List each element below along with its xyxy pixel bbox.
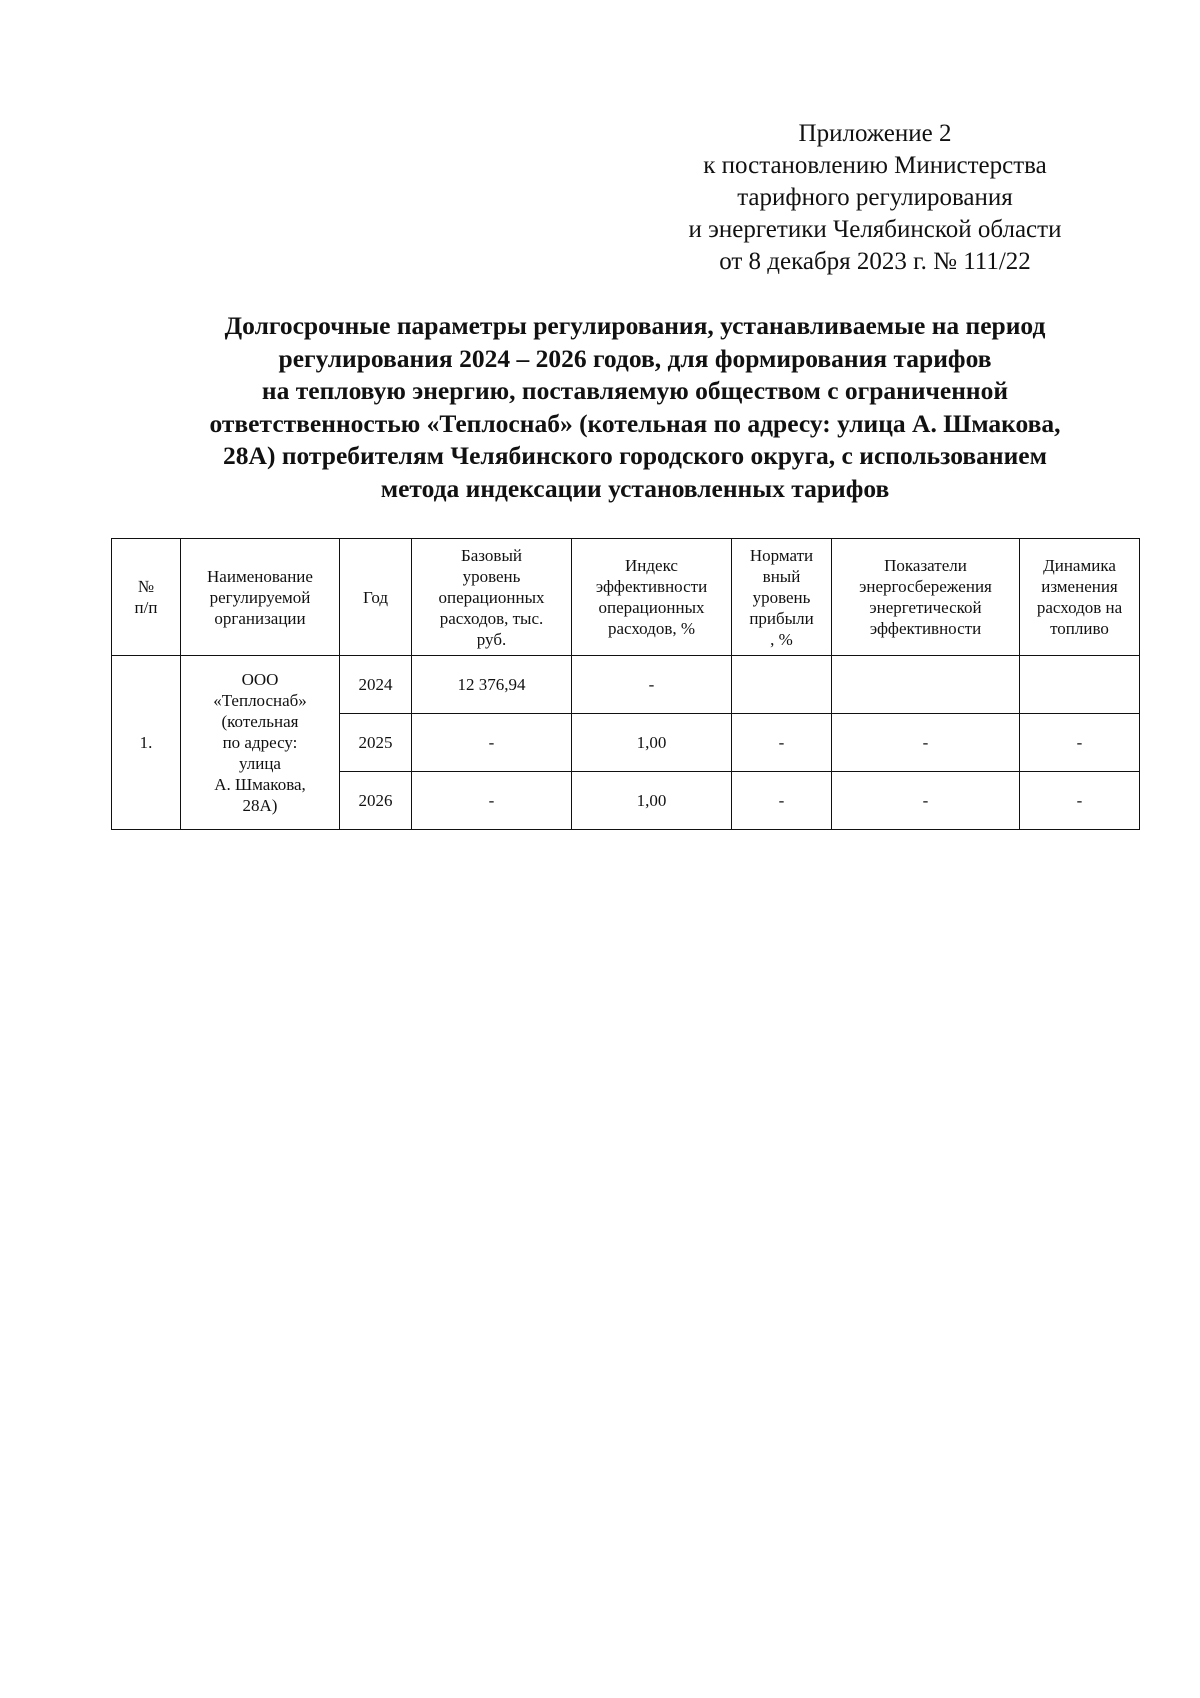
- header-text: топливо: [1050, 619, 1109, 638]
- header-text: уровень: [462, 566, 521, 586]
- fuel-dynamics-cell: [1020, 656, 1140, 714]
- org-text: ООО: [241, 670, 279, 689]
- header-base-opex: [412, 539, 572, 656]
- header-text: изменения: [1041, 577, 1118, 596]
- header-efficiency-index: [572, 539, 732, 656]
- fuel-dynamics-cell: -: [1020, 772, 1140, 830]
- annex-line: и энергетики Челябинской области: [688, 216, 1062, 243]
- efficiency-index-cell: 1,00: [572, 714, 732, 772]
- year-cell: 2026: [340, 772, 412, 830]
- org-text: «Теплоснаб»: [213, 691, 307, 710]
- energy-saving-cell: [832, 656, 1020, 714]
- header-text: руб.: [476, 629, 507, 649]
- annex-line: от 8 декабря 2023 г. № 111/22: [719, 248, 1031, 275]
- header-text: прибыли: [749, 608, 814, 628]
- efficiency-index-cell: 1,00: [572, 772, 732, 830]
- header-year: [340, 539, 412, 656]
- title-line: на тепловую энергию, поставляемую обществом с ограниченной: [261, 376, 1009, 405]
- header-text: уровень: [752, 587, 811, 607]
- org-text: А. Шмакова,: [214, 775, 306, 794]
- header-text: Базовый: [461, 545, 522, 565]
- header-fuel-dynamics: [1020, 539, 1140, 656]
- year-cell: 2024: [340, 656, 412, 714]
- header-text: , %: [770, 629, 793, 649]
- annex-reference: [640, 118, 1110, 278]
- title-line: метода индексации установленных тарифов: [380, 473, 890, 503]
- header-text: Индекс: [625, 556, 678, 575]
- energy-saving-cell: -: [832, 772, 1020, 830]
- header-text: регулируемой: [209, 587, 311, 607]
- header-text: №: [137, 577, 155, 596]
- profit-level-cell: [732, 656, 832, 714]
- header-text: организации: [214, 608, 306, 628]
- document-title: [150, 310, 1120, 505]
- year-cell: 2025: [340, 714, 412, 772]
- header-text: п/п: [134, 598, 158, 617]
- energy-saving-cell: -: [832, 714, 1020, 772]
- efficiency-index-cell: -: [572, 656, 732, 714]
- annex-line: к постановлению Министерства: [703, 152, 1047, 179]
- header-text: операционных: [598, 598, 705, 617]
- header-text: энергосбережения: [859, 577, 992, 596]
- header-text: энергетической: [869, 598, 982, 617]
- organization-cell: [181, 656, 340, 830]
- annex-line: тарифного регулирования: [737, 184, 1013, 211]
- table-row: [112, 656, 1140, 714]
- title-line: регулирования 2024 – 2026 годов, для формирования тарифов: [278, 343, 992, 373]
- profit-level-cell: -: [732, 772, 832, 830]
- header-text: вный: [762, 566, 801, 586]
- fuel-dynamics-cell: -: [1020, 714, 1140, 772]
- header-text: расходов, %: [607, 619, 696, 638]
- base-opex-cell: -: [412, 772, 572, 830]
- header-energy-saving: [832, 539, 1020, 656]
- header-profit-level: [732, 539, 832, 656]
- header-text: Наименование: [207, 566, 313, 586]
- header-text: Год: [363, 587, 388, 607]
- row-number-cell: 1.: [112, 656, 181, 830]
- header-text: расходов на: [1036, 598, 1123, 617]
- base-opex-cell: -: [412, 714, 572, 772]
- header-number: [112, 539, 181, 656]
- org-text: улица: [239, 754, 281, 773]
- parameters-table: [111, 538, 1140, 830]
- title-line: 28А) потребителям Челябинского городского округа, с использованием: [223, 441, 1047, 470]
- profit-level-cell: -: [732, 714, 832, 772]
- org-text: (котельная: [221, 712, 299, 731]
- header-text: эффективности: [595, 577, 708, 596]
- header-text: операционных: [438, 587, 545, 607]
- header-text: Показатели: [884, 556, 967, 575]
- org-text: 28А): [242, 796, 278, 815]
- annex-line: Приложение 2: [798, 120, 952, 147]
- header-text: Динамика: [1043, 556, 1116, 575]
- org-text: по адресу:: [222, 733, 298, 752]
- header-text: эффективности: [869, 619, 982, 638]
- title-line: Долгосрочные параметры регулирования, устанавливаемые на период: [224, 311, 1046, 340]
- header-text: расходов, тыс.: [439, 608, 544, 628]
- title-line: ответственностью «Теплоснаб» (котельная по адресу: улица А. Шмакова,: [209, 408, 1061, 438]
- header-org-name: [181, 539, 340, 656]
- table-header-row: [112, 539, 1140, 656]
- base-opex-cell: 12 376,94: [412, 656, 572, 714]
- header-text: Нормати: [749, 545, 814, 565]
